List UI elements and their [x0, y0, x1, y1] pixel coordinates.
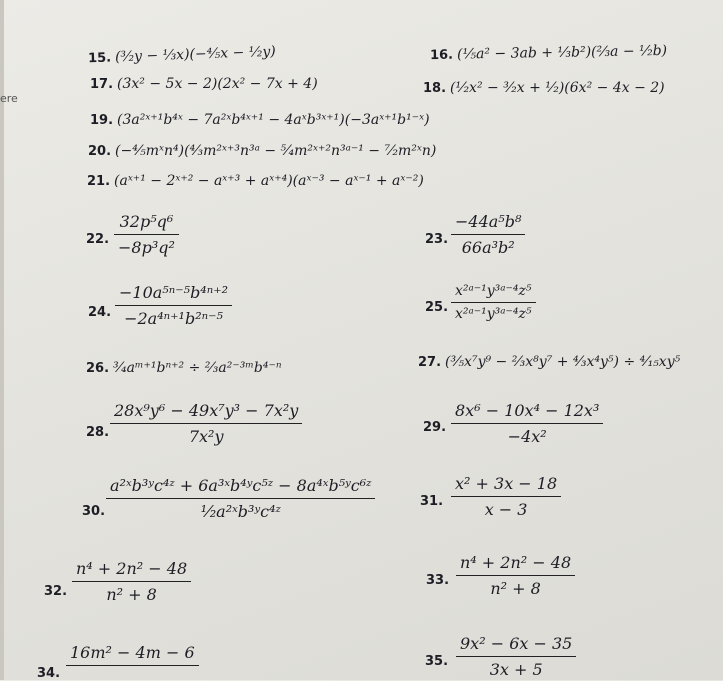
- problem-17: 17. (3x² − 5x − 2)(2x² − 7x + 4): [90, 76, 318, 92]
- numerator: 32p⁵q⁶: [114, 212, 179, 235]
- problem-24-number: 24.: [88, 305, 112, 320]
- denominator: −4x²: [507, 427, 547, 446]
- denominator: 66a³b²: [461, 238, 515, 257]
- problem-16: 16. (¹⁄₅a² − 3ab + ¹⁄₃b²)(²⁄₃a − ¹⁄₂b): [429, 42, 668, 64]
- problem-33-fraction: [456, 553, 575, 598]
- problem-19: 19. (3a²ˣ⁺¹b⁴ˣ − 7a²ˣb⁴ˣ⁺¹ − 4aˣb³ˣ⁺¹)(−3aˣ⁺¹b¹⁻ˣ): [90, 112, 430, 128]
- denominator: x²ᵃ⁻¹y³ᵃ⁻⁴z⁵: [455, 306, 532, 322]
- problem-26: 26. ³⁄₄aᵐ⁺¹bⁿ⁺² ÷ ²⁄₃a²⁻³ᵐb⁴⁻ⁿ: [86, 360, 282, 376]
- problem-34-fraction: [66, 643, 199, 669]
- problem-25-fraction: [451, 283, 536, 322]
- numerator: n⁴ + 2n² − 48: [72, 559, 191, 582]
- problem-23-number: 23.: [425, 232, 449, 247]
- denominator: −8p³q²: [118, 238, 175, 257]
- problem-34-number: 34.: [37, 666, 61, 681]
- problem-22-number: 22.: [86, 232, 110, 247]
- problem-30-number: 30.: [82, 504, 106, 519]
- problem-29-fraction: [451, 401, 603, 446]
- problem-20: 20. (−⁴⁄₅mˣn⁴)(⁴⁄₃m²ˣ⁺³n³ᵃ − ⁵⁄₄m²ˣ⁺²n³ᵃ⁻¹ − ⁷⁄₂m²ˣn): [88, 143, 437, 159]
- problem-32-fraction: [72, 559, 191, 604]
- numerator: 8x⁶ − 10x⁴ − 12x³: [451, 401, 603, 424]
- numerator: n⁴ + 2n² − 48: [456, 553, 575, 576]
- denominator: n² + 8: [106, 585, 157, 604]
- denominator: 3x + 5: [489, 660, 543, 679]
- numerator: x²ᵃ⁻¹y³ᵃ⁻⁴z⁵: [451, 283, 536, 303]
- denominator: ¹⁄₂a²ˣb³ʸc⁴ᶻ: [200, 502, 281, 521]
- numerator: x² + 3x − 18: [451, 474, 561, 497]
- problem-18: 18. (¹⁄₂x² − ³⁄₂x + ¹⁄₂)(6x² − 4x − 2): [423, 80, 665, 96]
- denominator: 7x²y: [188, 427, 224, 446]
- numerator: 28x⁹y⁶ − 49x⁷y³ − 7x²y: [110, 401, 302, 424]
- denominator: −2a⁴ⁿ⁺¹b²ⁿ⁻⁵: [124, 309, 223, 328]
- numerator: −44a⁵b⁸: [451, 212, 525, 235]
- problem-27: 27. (³⁄₅x⁷y⁹ − ²⁄₃x⁸y⁷ + ⁴⁄₃x⁴y⁵) ÷ ⁴⁄₁₅xy⁵: [418, 354, 681, 370]
- problem-35-fraction: [456, 634, 576, 679]
- problem-31-number: 31.: [420, 494, 444, 509]
- margin-text: ere: [0, 92, 18, 105]
- problem-21: 21. (aˣ⁺¹ − 2ˣ⁺² − aˣ⁺³ + aˣ⁺⁴)(aˣ⁻³ − aˣ⁻¹ + aˣ⁻²): [87, 173, 424, 189]
- problem-28-fraction: [110, 401, 302, 446]
- problem-30-fraction: [106, 476, 375, 521]
- problem-23-fraction: [451, 212, 525, 257]
- problem-25-number: 25.: [425, 300, 449, 315]
- problem-35-number: 35.: [425, 654, 449, 669]
- problem-22-fraction: [114, 212, 179, 257]
- denominator: n² + 8: [490, 579, 541, 598]
- numerator: −10a⁵ⁿ⁻⁵b⁴ⁿ⁺²: [115, 283, 232, 306]
- denominator: [66, 666, 199, 669]
- problem-32-number: 32.: [44, 584, 68, 599]
- numerator: 16m² − 4m − 6: [66, 643, 199, 666]
- numerator: 9x² − 6x − 35: [456, 634, 576, 657]
- denominator: x − 3: [484, 500, 528, 519]
- problem-31-fraction: [451, 474, 561, 519]
- numerator: a²ˣb³ʸc⁴ᶻ + 6a³ˣb⁴ʸc⁵ᶻ − 8a⁴ˣb⁵ʸc⁶ᶻ: [106, 476, 375, 499]
- problem-33-number: 33.: [426, 573, 450, 588]
- problem-29-number: 29.: [423, 420, 447, 435]
- problem-15: 15. (³⁄₂y − ¹⁄₃x)(−⁴⁄₅x − ¹⁄₂y): [87, 43, 276, 67]
- problem-28-number: 28.: [86, 425, 110, 440]
- problem-24-fraction: [115, 283, 232, 328]
